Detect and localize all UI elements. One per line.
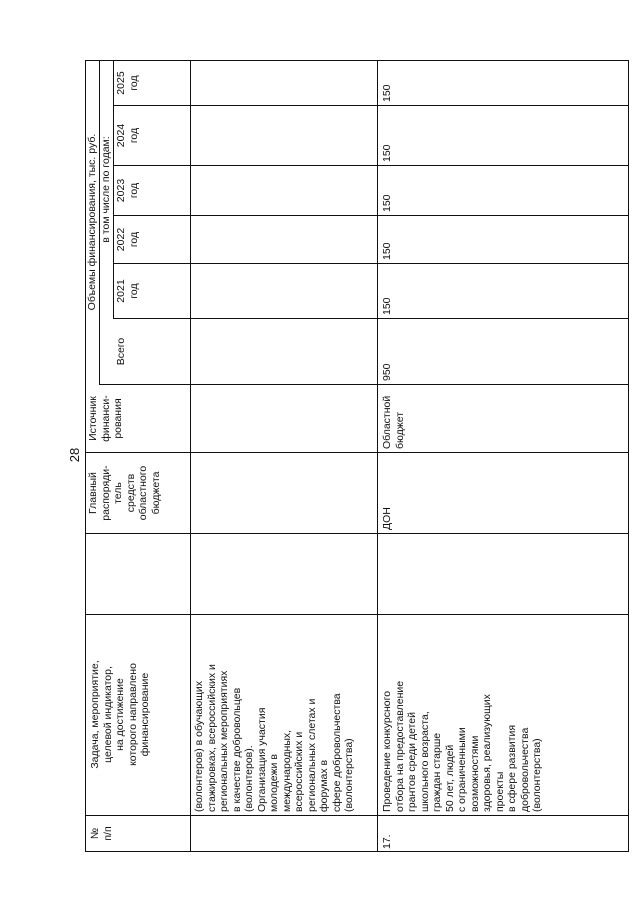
row2-year-2022: 150 [381, 242, 393, 260]
header-line-years [113, 60, 114, 319]
col-line-2023 [113, 215, 629, 216]
header-year-2023: 2023 год [115, 178, 140, 203]
header-funding-title: Объемы финансирования, тыс. руб. [86, 133, 98, 311]
row2-total: 950 [381, 363, 393, 381]
row2-year-2025: 150 [381, 84, 393, 102]
col-line-2022 [113, 263, 629, 264]
header-year-2022: 2022 год [115, 227, 140, 252]
row2-distributor: ДОН [381, 507, 393, 530]
page-number: 28 [67, 447, 82, 463]
row2-year-2023: 150 [381, 194, 393, 212]
header-source: Источник финанси- рования [87, 395, 124, 442]
row2-year-2021: 150 [381, 297, 393, 315]
header-num: № п/п [89, 826, 114, 841]
row2-source: Областной бюджет [381, 395, 406, 449]
table-border-left [85, 851, 629, 852]
col-line-distributor [85, 533, 629, 534]
header-year-2025: 2025 год [115, 71, 140, 95]
row1-bottom-line [377, 60, 378, 852]
col-line-task [85, 614, 629, 615]
header-by-years: в том числе по годам: [100, 136, 112, 243]
header-task: Задача, мероприятие, целевой индикатор, на достижение которого направлено финансирование [89, 660, 151, 769]
header-year-2021: 2021 год [115, 279, 140, 303]
col-line-2021 [113, 318, 629, 319]
row2-year-2024: 150 [381, 144, 393, 162]
header-distributor: Главный распоряди- тель средств областного бюджета [87, 465, 162, 521]
header-total: Всего [115, 337, 127, 366]
col-line-num [85, 815, 629, 816]
header-year-2024: 2024 год [115, 123, 140, 148]
table-border-bottom [628, 60, 629, 852]
row2-task: Проведение конкурсного отбора на предоставление грантов среди детей школьного возраста, граждан старше 50 лет, людей с ограниченными возможностями здоровья, реализующих проекты в сфере развития добровольчества (волонтерства) [381, 680, 543, 812]
col-line-total [99, 384, 629, 385]
row2-num: 17. [381, 834, 393, 849]
col-line-2025 [113, 105, 629, 106]
table-border-right [85, 60, 629, 61]
col-line-2024 [113, 165, 629, 166]
col-line-source [85, 452, 629, 453]
header-bottom-line [190, 60, 191, 852]
row1-task: (волонтеров) в обучающих стажировках, всероссийских и региональных мероприятиях в качестве добровольцев (волонтеров). Организация участия молодежи в международных, всероссийских и региональных слетах и форумах в сфере добровольчества (волонтерства) [193, 664, 355, 812]
funding-table [85, 60, 629, 852]
